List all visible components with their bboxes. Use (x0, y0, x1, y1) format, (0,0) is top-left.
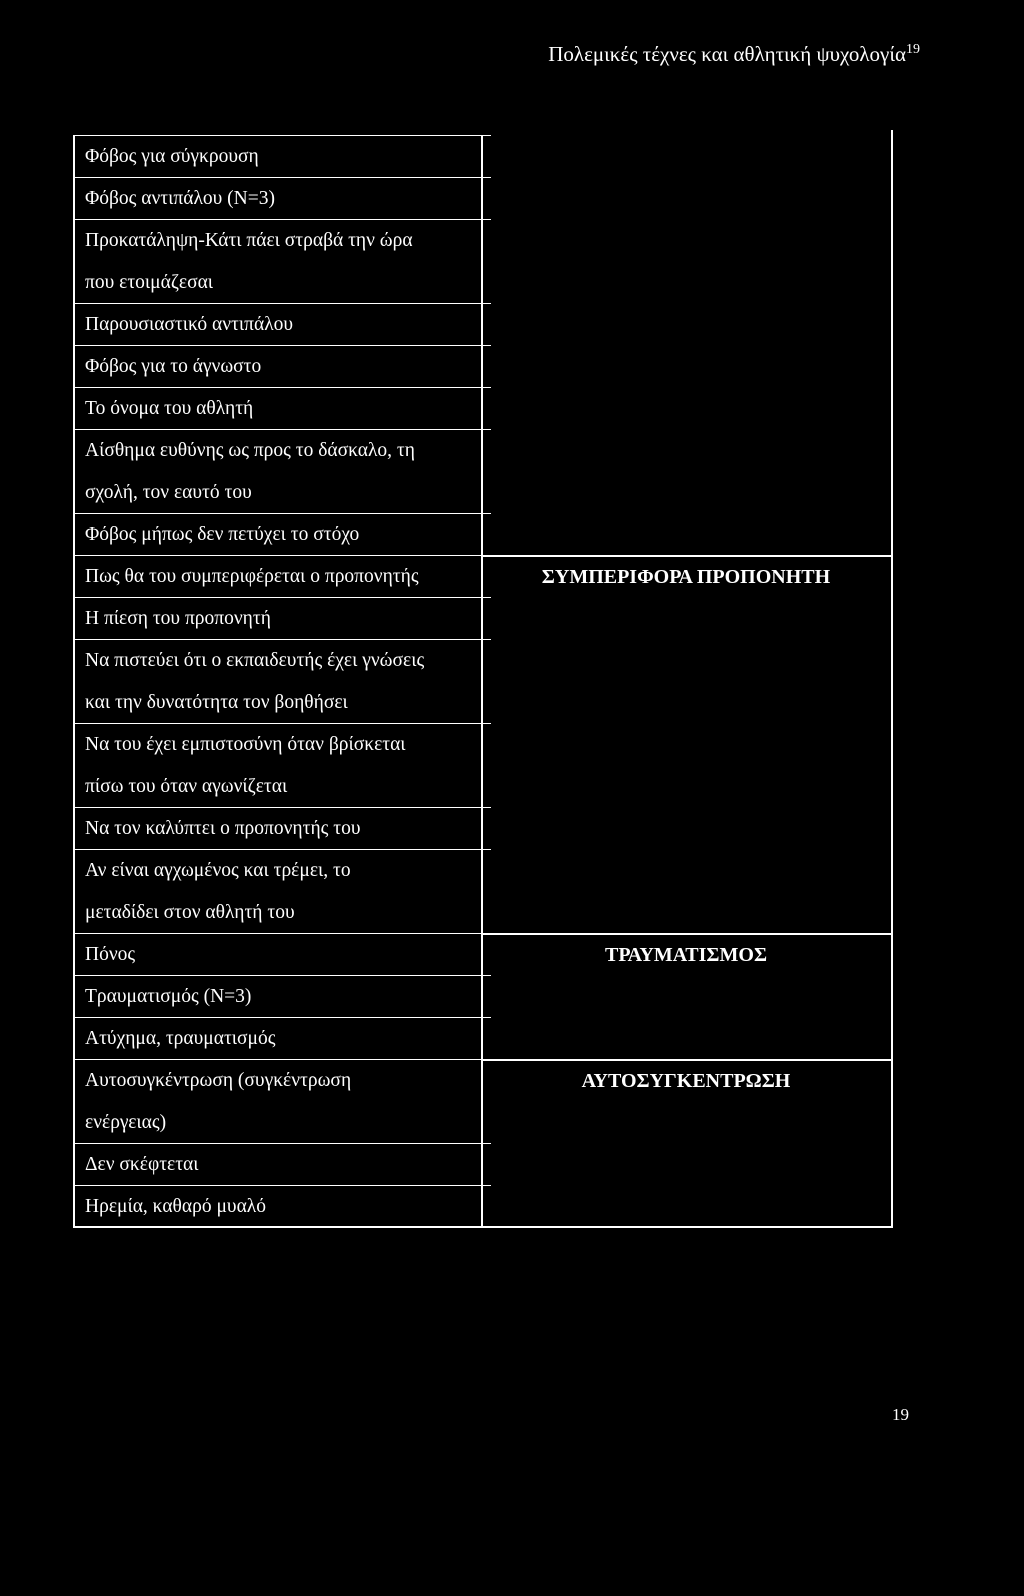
running-header-title: Πολεμικές τέχνες και αθλητική ψυχολογία (548, 42, 906, 66)
row-text: μεταδίδει στον αθλητή του (85, 902, 295, 923)
category-label: ΤΡΑΥΜΑΤΙΣΜΟΣ (604, 944, 768, 966)
row-text: Ατύχημα, τραυματισμός (85, 1028, 276, 1049)
row-text: Το όνομα του αθλητή (85, 398, 254, 419)
row-text: που ετοιμάζεσαι (85, 272, 214, 293)
table-row (73, 345, 491, 387)
row-text: Φόβος μήπως δεν πετύχει το στόχο (85, 524, 360, 545)
running-header-page-ref: 19 (906, 42, 920, 57)
row-text: και την δυνατότητα τον βοηθήσει (85, 692, 348, 713)
page-number: 19 (892, 1405, 909, 1424)
row-text: Αν είναι αγχωμένος και τρέμει, το (85, 860, 351, 881)
row-text: Φόβος αντιπάλου (Ν=3) (85, 188, 276, 209)
column-divider (481, 135, 483, 1227)
table-row (73, 1143, 491, 1185)
category-divider (481, 1059, 891, 1061)
table-row (73, 1059, 491, 1143)
findings-table (73, 135, 906, 1225)
row-text: Φόβος για σύγκρουση (85, 146, 259, 167)
table-row (73, 1017, 491, 1059)
row-text: Η πίεση του προπονητή (85, 608, 271, 629)
table-row (73, 1185, 491, 1227)
table-row (73, 639, 491, 723)
row-text: Δεν σκέφτεται (85, 1154, 199, 1175)
row-text: Πόνος (85, 944, 136, 965)
table-row (73, 933, 491, 975)
category-label: ΑΥΤΟΣΥΓΚΕΝΤΡΩΣΗ (581, 1070, 791, 1092)
table-row (73, 597, 491, 639)
table-row (73, 807, 491, 849)
table-row (73, 387, 491, 429)
table-row (73, 177, 491, 219)
table-row (73, 219, 491, 303)
row-text: πίσω του όταν αγωνίζεται (85, 776, 288, 797)
row-text: σχολή, τον εαυτό του (85, 482, 252, 503)
row-text: Παρουσιαστικό αντιπάλου (85, 314, 294, 335)
row-text: Φόβος για το άγνωστο (85, 356, 262, 377)
row-text: Να πιστεύει ότι ο εκπαιδευτής έχει γνώσεις (85, 650, 425, 671)
table-row (73, 303, 491, 345)
row-text: Να του έχει εμπιστοσύνη όταν βρίσκεται (85, 734, 406, 755)
table-row (73, 429, 491, 513)
table-right-border (891, 130, 893, 1227)
row-text: Ηρεμία, καθαρό μυαλό (85, 1196, 266, 1217)
table-row (73, 849, 491, 933)
table-row (73, 135, 491, 177)
row-text: ενέργειας) (85, 1112, 167, 1133)
table-row (73, 723, 491, 807)
table-row (73, 975, 491, 1017)
table-row (73, 513, 491, 555)
subtheme-column (73, 135, 491, 1225)
table-bottom-border (73, 1226, 893, 1228)
category-divider (481, 555, 891, 557)
row-text: Αίσθημα ευθύνης ως προς το δάσκαλο, τη (85, 440, 415, 461)
category-divider (481, 933, 891, 935)
table-left-border (73, 135, 75, 1227)
category-label: ΣΥΜΠΕΡΙΦΟΡΑ ΠΡΟΠΟΝΗΤΗ (541, 566, 831, 588)
table-row (73, 555, 491, 597)
row-text: Πως θα του συμπεριφέρεται ο προπονητής (85, 566, 419, 587)
row-text: Προκατάληψη-Κάτι πάει στραβά την ώρα (85, 230, 413, 251)
row-text: Τραυματισμός (Ν=3) (85, 986, 252, 1007)
row-text: Αυτοσυγκέντρωση (συγκέντρωση (85, 1070, 352, 1091)
row-text: Να τον καλύπτει ο προπονητής του (85, 818, 361, 839)
running-header (548, 42, 920, 67)
